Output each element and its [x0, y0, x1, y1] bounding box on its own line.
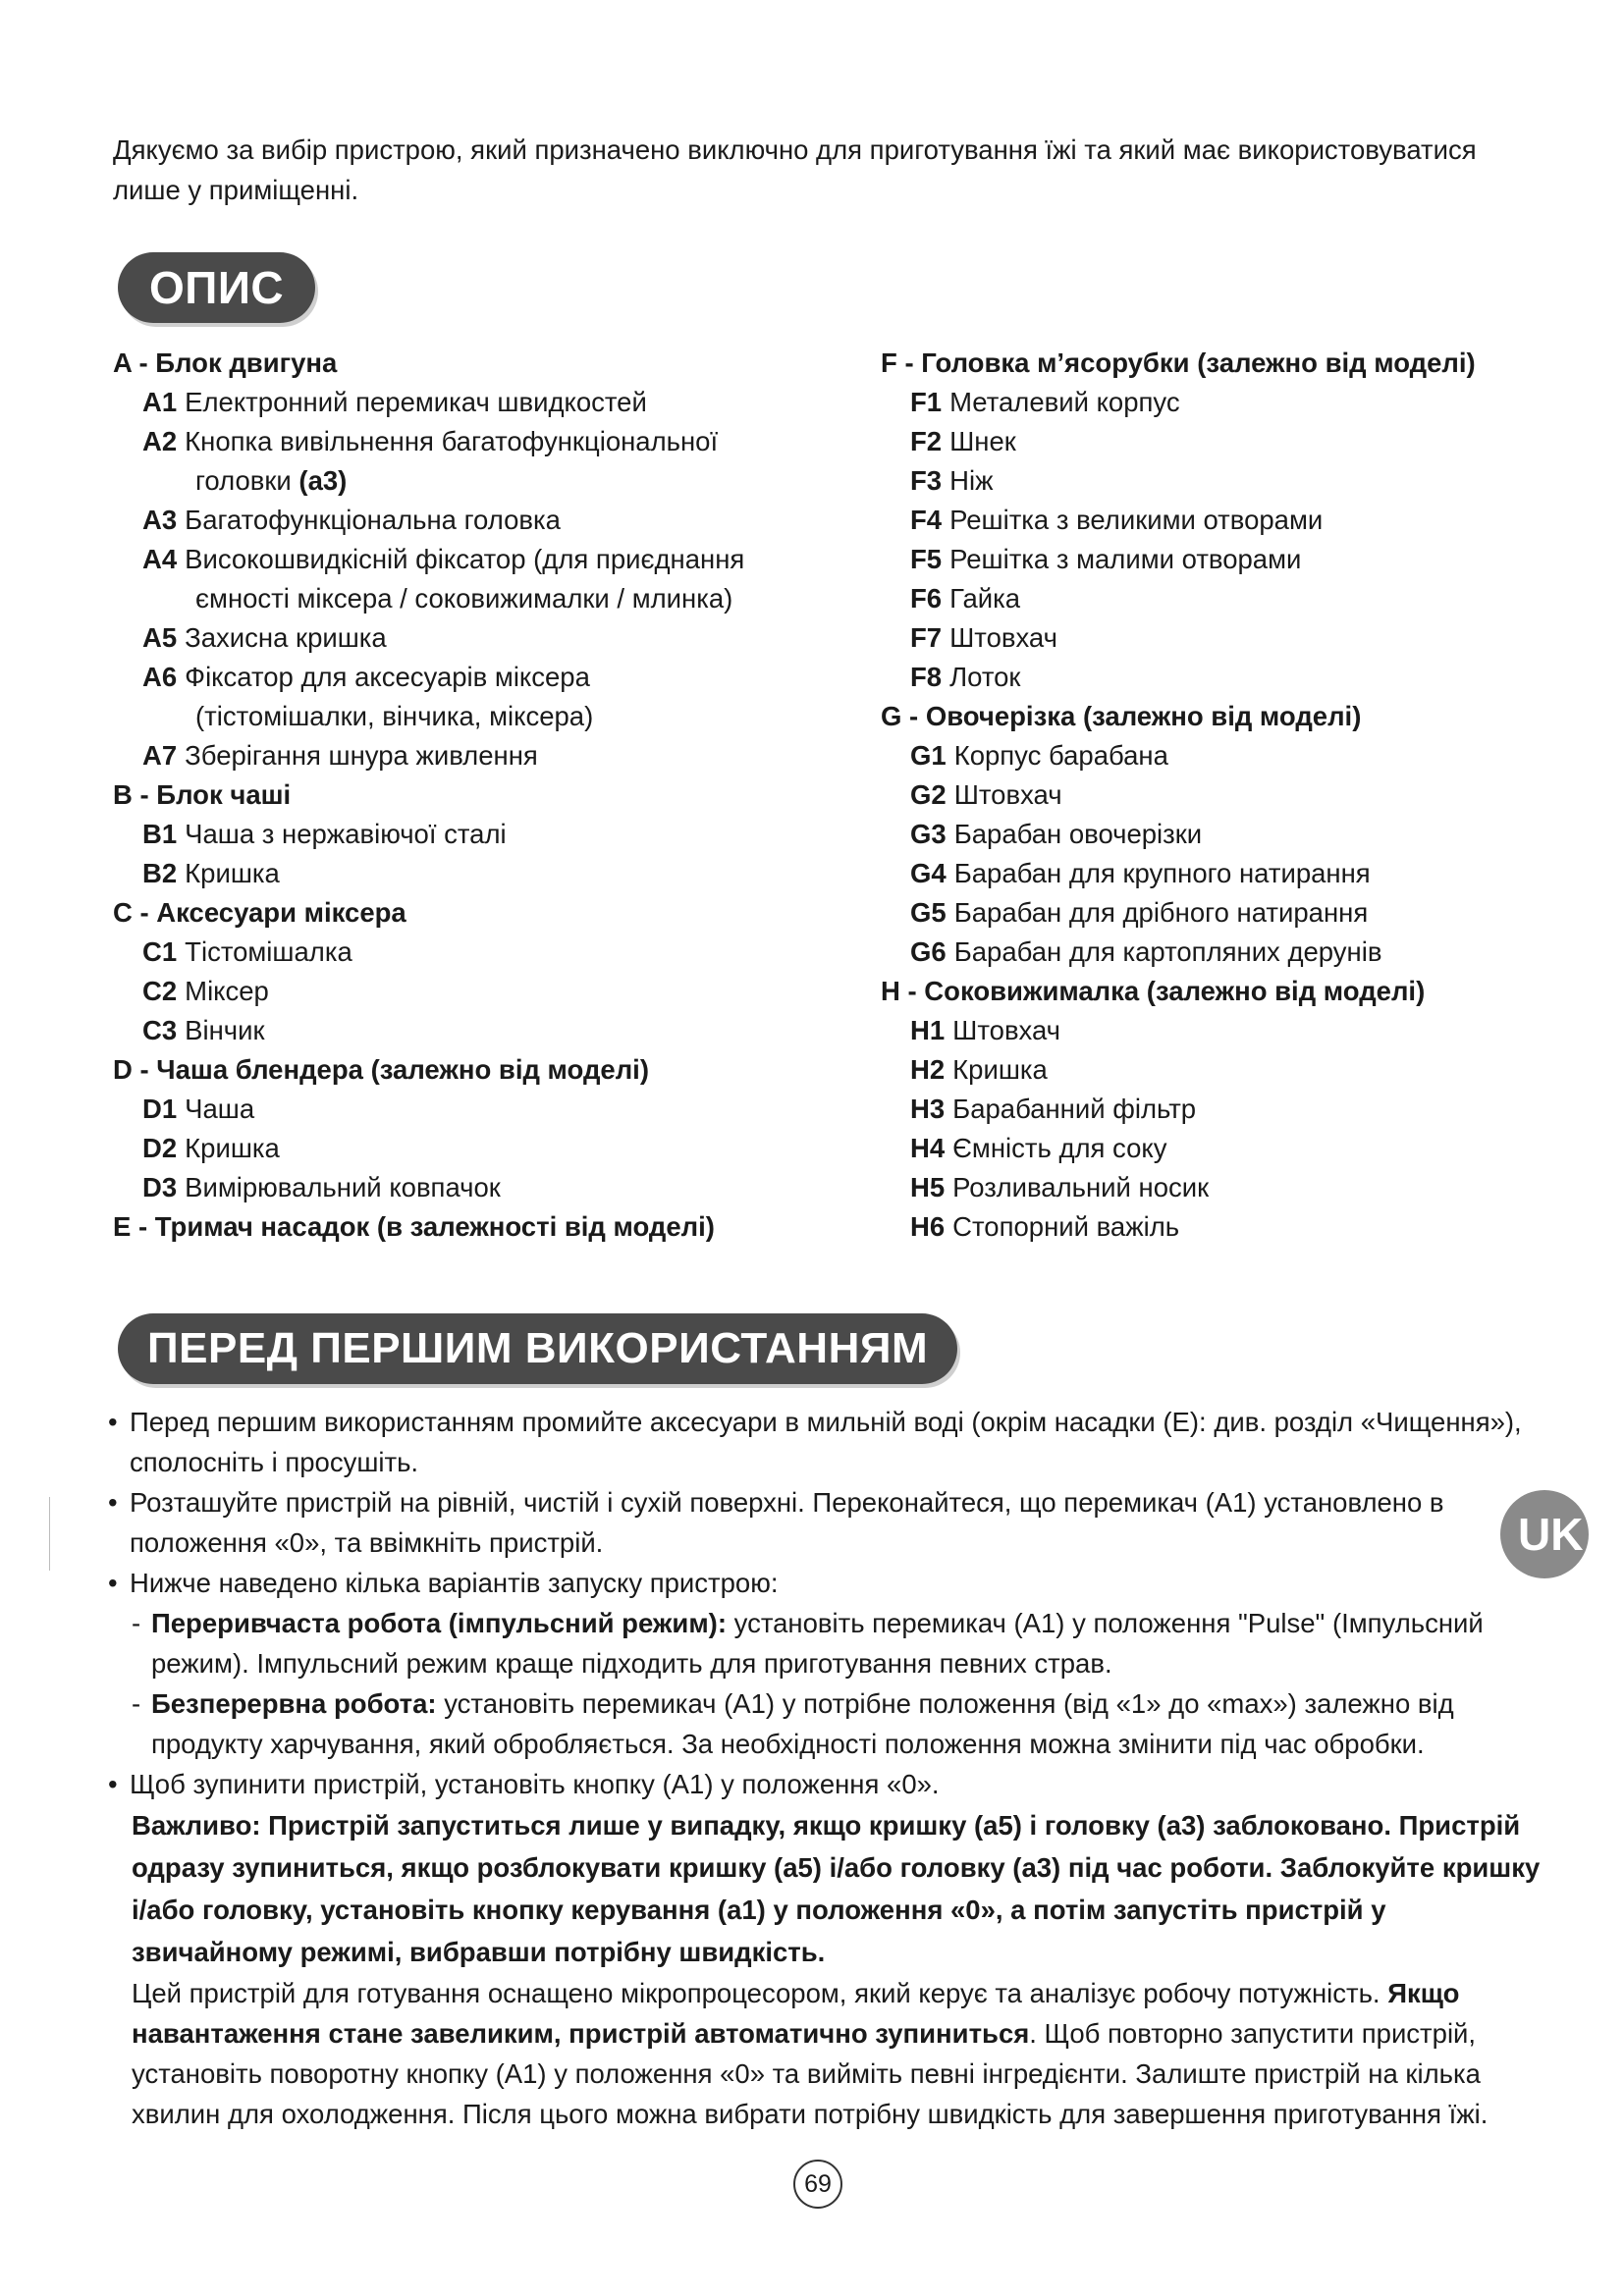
part-description: Решітка з великими отворами [949, 505, 1324, 535]
part-description: Багатофункціональна головка [185, 505, 561, 535]
part-description: Кнопка вивільнення багатофункціональної [185, 426, 719, 456]
part-description: Зберігання шнура живлення [185, 740, 538, 771]
pulse-mode-label: Переривчаста робота (імпульсний режим): [151, 1608, 727, 1638]
part-item [881, 461, 1588, 501]
language-badge: UK [1500, 1490, 1589, 1578]
part-description: Штовхач [952, 1015, 1061, 1045]
part-code: G4 [910, 858, 947, 888]
part-code: G2 [910, 779, 947, 810]
part-description: Стопорний важіль [952, 1211, 1180, 1242]
part-item [113, 736, 839, 775]
part-code: A2 [142, 426, 178, 456]
group-heading: A - Блок двигуна [113, 347, 338, 378]
group-heading: G - Овочерізка (залежно від моделі) [881, 701, 1362, 731]
part-item [113, 933, 839, 972]
part-item [113, 1129, 839, 1168]
continuation-text: ємності міксера / соковижималки / млинка) [195, 583, 733, 614]
part-item [113, 540, 839, 618]
part-item [113, 422, 839, 501]
part-description: Кришка [952, 1054, 1048, 1085]
part-description: Вимірювальний ковпачок [185, 1172, 501, 1202]
part-item [881, 1207, 1588, 1247]
parts-list-right [881, 344, 1588, 1247]
part-code: B2 [142, 858, 178, 888]
part-code: F7 [910, 622, 943, 653]
overload-text-a: Цей пристрій для готування оснащено мікропроцесором, який керує та аналізує робочу потужність. [132, 1978, 1380, 2008]
part-description: Кришка [185, 858, 280, 888]
group-heading: F - Головка м’ясорубки (залежно від моделі) [881, 347, 1476, 378]
part-code: A6 [142, 662, 178, 692]
part-code: F1 [910, 387, 943, 417]
part-description: Металевий корпус [949, 387, 1180, 417]
part-item [881, 1011, 1588, 1050]
part-description-continued [142, 697, 839, 736]
part-code: H4 [910, 1133, 946, 1163]
part-item [881, 933, 1588, 972]
part-description: Решітка з малими отворами [949, 544, 1302, 574]
part-description: Барабан овочерізки [953, 819, 1203, 849]
part-description: Вінчик [185, 1015, 265, 1045]
part-description: Чаша [185, 1094, 255, 1124]
part-code: C1 [142, 936, 178, 967]
part-item [113, 815, 839, 854]
group-heading: B - Блок чаші [113, 779, 292, 810]
part-item [113, 383, 839, 422]
section-title-description: ОПИС [118, 252, 315, 323]
part-item [113, 854, 839, 893]
part-description: Шнек [949, 426, 1016, 456]
part-code: D2 [142, 1133, 178, 1163]
part-description: Фіксатор для аксесуарів міксера [185, 662, 590, 692]
part-item [881, 1090, 1588, 1129]
part-code: C3 [142, 1015, 178, 1045]
margin-divider [49, 1497, 50, 1571]
part-description-continued [142, 579, 839, 618]
part-code: A3 [142, 505, 178, 535]
bullet-start-options: • Нижче наведено кілька варіантів запуску пристрою: [108, 1563, 1542, 1603]
part-code: G3 [910, 819, 947, 849]
continuation-text: (тістомішалки, вінчика, міксера) [195, 701, 594, 731]
part-code: B1 [142, 819, 178, 849]
part-item [113, 501, 839, 540]
part-item [881, 854, 1588, 893]
part-item [881, 1050, 1588, 1090]
bullet-stop-device: • Щоб зупинити пристрій, установіть кнопку (A1) у положення «0». [108, 1764, 1542, 1804]
part-item [113, 658, 839, 736]
continuous-mode-label: Безперервна робота: [151, 1688, 437, 1719]
part-code: H6 [910, 1211, 946, 1242]
part-item [881, 422, 1588, 461]
part-code: F4 [910, 505, 943, 535]
part-description-continued [142, 461, 839, 501]
part-code: H3 [910, 1094, 946, 1124]
part-item [881, 579, 1588, 618]
group-heading: C - Аксесуари міксера [113, 897, 406, 928]
part-code: A1 [142, 387, 178, 417]
overload-note [108, 1973, 1542, 2134]
part-description: Чаша з нержавіючої сталі [185, 819, 507, 849]
continuation-text: головки [195, 465, 292, 496]
part-code: H1 [910, 1015, 946, 1045]
part-code: F8 [910, 662, 943, 692]
part-code: G6 [910, 936, 947, 967]
part-code: A5 [142, 622, 178, 653]
part-description: Ніж [949, 465, 994, 496]
part-description: Розливальний носик [952, 1172, 1210, 1202]
part-code: H2 [910, 1054, 946, 1085]
part-description: Штовхач [953, 779, 1062, 810]
intro-text: Дякуємо за вибір пристрою, який призначено виключно для приготування їжі та який має використовуватися лише у приміщенні. [113, 134, 1477, 205]
part-item [881, 775, 1588, 815]
part-description: Лоток [949, 662, 1021, 692]
part-description: Штовхач [949, 622, 1057, 653]
parts-list-left [113, 344, 839, 1247]
continuous-mode-text: установіть перемикач (A1) у потрібне положення (від «1» до «max») залежно від продукту харчування, який обробляється. За необхідності положення можна змінити під час обробки. [151, 1688, 1454, 1759]
part-item [113, 972, 839, 1011]
part-item [881, 501, 1588, 540]
part-code: F3 [910, 465, 943, 496]
part-item [881, 618, 1588, 658]
part-code: F6 [910, 583, 943, 614]
group-heading: H - Соковижималка (залежно від моделі) [881, 976, 1426, 1006]
bullet-wash-accessories: • Перед першим використанням промийте аксесуари в мильній воді (окрім насадки (E): див. розділ «Чищення»), сполосніть і просушіть. [108, 1402, 1542, 1482]
part-item [113, 1011, 839, 1050]
continuation-ref: (a3) [298, 465, 348, 496]
part-description: Барабан для крупного натирання [953, 858, 1371, 888]
part-description: Ємність для соку [952, 1133, 1167, 1163]
part-description: Барабан для дрібного натирання [953, 897, 1369, 928]
part-code: G5 [910, 897, 947, 928]
group-heading: E - Тримач насадок (в залежності від моделі) [113, 1211, 715, 1242]
part-code: C2 [142, 976, 178, 1006]
part-code: D1 [142, 1094, 178, 1124]
important-note: Важливо: Пристрій запуститься лише у випадку, якщо кришку (a5) і головку (a3) заблоковано. Пристрій одразу зупиниться, якщо розблокувати кришку (a5) і/або головку (a3) під час роботи. Заблокуйте кришку і/або головку, установіть кнопку керування (a1) у положення «0», а потім запустіть пристрій у звичайному режимі, вибравши потрібну швидкість. [132, 1810, 1541, 1967]
part-code: H5 [910, 1172, 946, 1202]
page-number: 69 [793, 2160, 842, 2209]
group-heading: D - Чаша блендера (залежно від моделі) [113, 1054, 649, 1085]
part-item [881, 1168, 1588, 1207]
part-item [881, 893, 1588, 933]
dash-continuous-mode [108, 1683, 1542, 1764]
overload-text-b: . Щоб повторно запустити пристрій, установіть поворотну кнопку (A1) у положення «0» та вийміть певні інгредієнти. Залиште пристрій на кілька хвилин для охолодження. Після цього можна вибрати потрібну швидкість для завершення приготування їжі. [132, 2018, 1489, 2129]
part-item [113, 1090, 839, 1129]
part-description: Тістомішалка [185, 936, 352, 967]
part-code: D3 [142, 1172, 178, 1202]
part-description: Електронний перемикач швидкостей [185, 387, 647, 417]
part-item [881, 736, 1588, 775]
part-code: A4 [142, 544, 178, 574]
part-item [881, 540, 1588, 579]
part-code: A7 [142, 740, 178, 771]
dash-pulse-mode [108, 1603, 1542, 1683]
part-description: Гайка [949, 583, 1021, 614]
part-item [881, 815, 1588, 854]
part-item [881, 383, 1588, 422]
part-description: Корпус барабана [953, 740, 1168, 771]
overload-text-bold: Якщо навантаження стане завеликим, пристрій автоматично зупиниться [132, 1978, 1460, 2049]
part-description: Захисна кришка [185, 622, 387, 653]
part-code: F2 [910, 426, 943, 456]
before-first-use-content [108, 1402, 1542, 2134]
section-title-before-first-use: ПЕРЕД ПЕРШИМ ВИКОРИСТАННЯМ [118, 1313, 957, 1384]
part-item [881, 1129, 1588, 1168]
part-description: Барабанний фільтр [952, 1094, 1197, 1124]
part-item [881, 658, 1588, 697]
part-description: Барабан для картопляних дерунів [953, 936, 1382, 967]
part-item [113, 1168, 839, 1207]
part-code: F5 [910, 544, 943, 574]
part-description: Високошвидкісній фіксатор (для приєднання [185, 544, 745, 574]
part-code: G1 [910, 740, 947, 771]
part-item [113, 618, 839, 658]
pulse-mode-text: установіть перемикач (A1) у положення "Pulse" (Імпульсний режим). Імпульсний режим краще підходить для приготування певних страв. [151, 1608, 1484, 1679]
part-description: Кришка [185, 1133, 280, 1163]
bullet-place-device: • Розташуйте пристрій на рівній, чистій і сухій поверхні. Переконайтеся, що перемикач (A1) установлено в положення «0», та ввімкніть пристрій. [108, 1482, 1542, 1563]
part-description: Міксер [185, 976, 269, 1006]
